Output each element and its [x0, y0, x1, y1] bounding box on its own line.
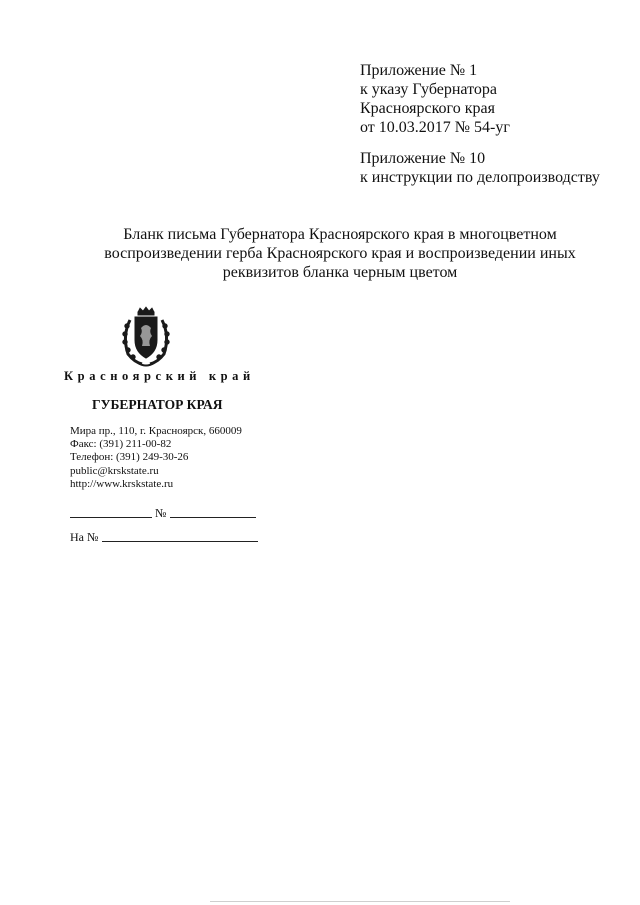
krasnoyarsk-coat-of-arms-icon [116, 306, 176, 368]
title-line3: реквизитов бланка черным цветом [222, 264, 458, 281]
number-sign: № [155, 506, 167, 520]
region-name: Красноярский край [64, 369, 255, 383]
address-line: Мира пр., 110, г. Красноярск, 660009 [70, 425, 242, 437]
appendix-1-line3: Красноярского края [360, 100, 495, 117]
reply-to-label: На № [70, 530, 99, 544]
appendix-10-line2: к инструкции по делопроизводству [360, 169, 600, 186]
page-bottom-edge [210, 901, 510, 902]
title-line1: Бланк письма Губернатора Красноярского края в многоцветном [123, 226, 557, 243]
number-blank-line [170, 517, 256, 518]
appendix-10-line1: Приложение № 10 [360, 150, 486, 167]
website-line: http://www.krskstate.ru [70, 477, 174, 490]
contact-block [70, 425, 242, 491]
title-line2: воспроизведении герба Красноярского края и воспроизведении иных [104, 245, 576, 262]
document-title [80, 225, 600, 282]
date-blank-line [70, 517, 152, 518]
governor-heading: ГУБЕРНАТОР КРАЯ [92, 397, 223, 412]
appendix-1-line4: от 10.03.2017 № 54-уг [360, 119, 510, 136]
phone-line: Телефон: (391) 249-30-26 [70, 451, 189, 464]
email-line: public@krskstate.ru [70, 464, 159, 477]
reply-reference-line [70, 530, 262, 546]
appendix-1-block [360, 61, 510, 137]
appendix-1-line2: к указу Губернатора [360, 81, 497, 98]
appendix-1-line1: Приложение № 1 [360, 62, 478, 79]
registration-number-line [70, 506, 260, 522]
appendix-10-block [360, 149, 600, 187]
fax-line: Факс: (391) 211-00-82 [70, 438, 172, 451]
reply-blank-line [102, 541, 258, 542]
